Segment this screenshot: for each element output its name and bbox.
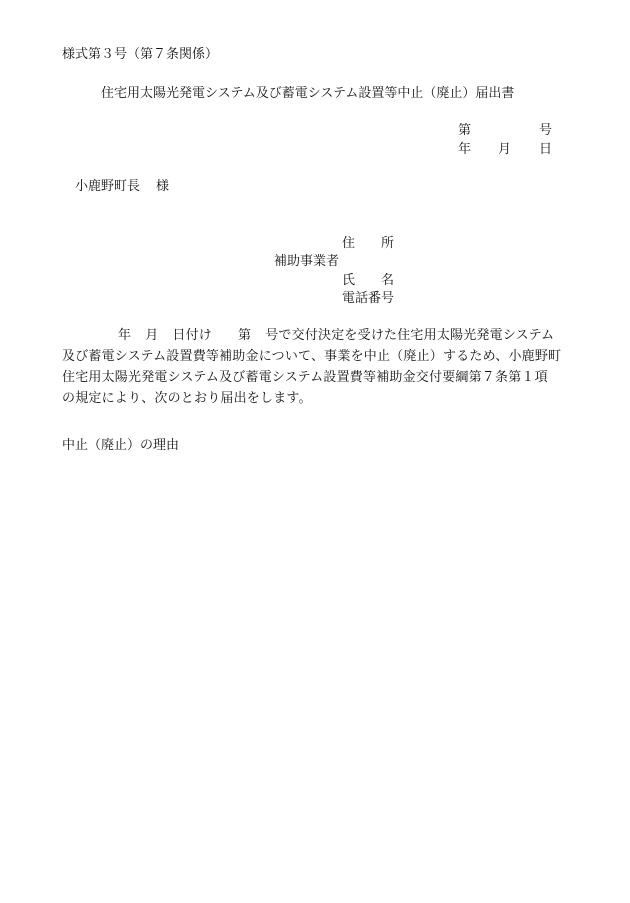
form-label: 様式第３号（第７条関係） (62, 47, 219, 62)
body-line-2: 及び蓄電システム設置費等補助金について、事業を中止（廃止）するため、小鹿野町 (62, 349, 562, 364)
applicant-group-label: 補助事業者 (274, 254, 340, 269)
body-line-3: 住宅用太陽光発電システム及び蓄電システム設置費等補助金交付要綱第７条第１項 (62, 370, 548, 385)
addressee-name: 小鹿野町長 (75, 179, 141, 194)
date-month: 月 (498, 142, 512, 157)
date-year: 年 (458, 142, 472, 157)
addressee-honorific: 様 (156, 179, 170, 194)
name-label-1: 氏 (342, 273, 356, 288)
body-paragraph (62, 325, 582, 409)
body-line-4: の規定により、次のとおり届出をします。 (62, 391, 312, 406)
document-title: 住宅用太陽光発電システム及び蓄電システム設置等中止（廃止）届出書 (101, 86, 515, 101)
name-label-2: 名 (381, 273, 395, 288)
reason-heading: 中止（廃止）の理由 (62, 438, 180, 453)
address-label-2: 所 (381, 236, 395, 251)
body-line-1 (62, 325, 582, 346)
address-label-1: 住 (342, 236, 356, 251)
body-day: 日付け (172, 328, 213, 343)
body-month: 月 (145, 328, 159, 343)
phone-label: 電話番号 (342, 291, 395, 306)
number-go: 号 (539, 123, 553, 138)
body-year: 年 (118, 328, 132, 343)
body-dai: 第 (238, 328, 252, 343)
body-rest: 号で交付決定を受けた住宅用太陽光発電システム (265, 328, 555, 343)
date-day: 日 (539, 142, 553, 157)
number-dai: 第 (458, 123, 472, 138)
